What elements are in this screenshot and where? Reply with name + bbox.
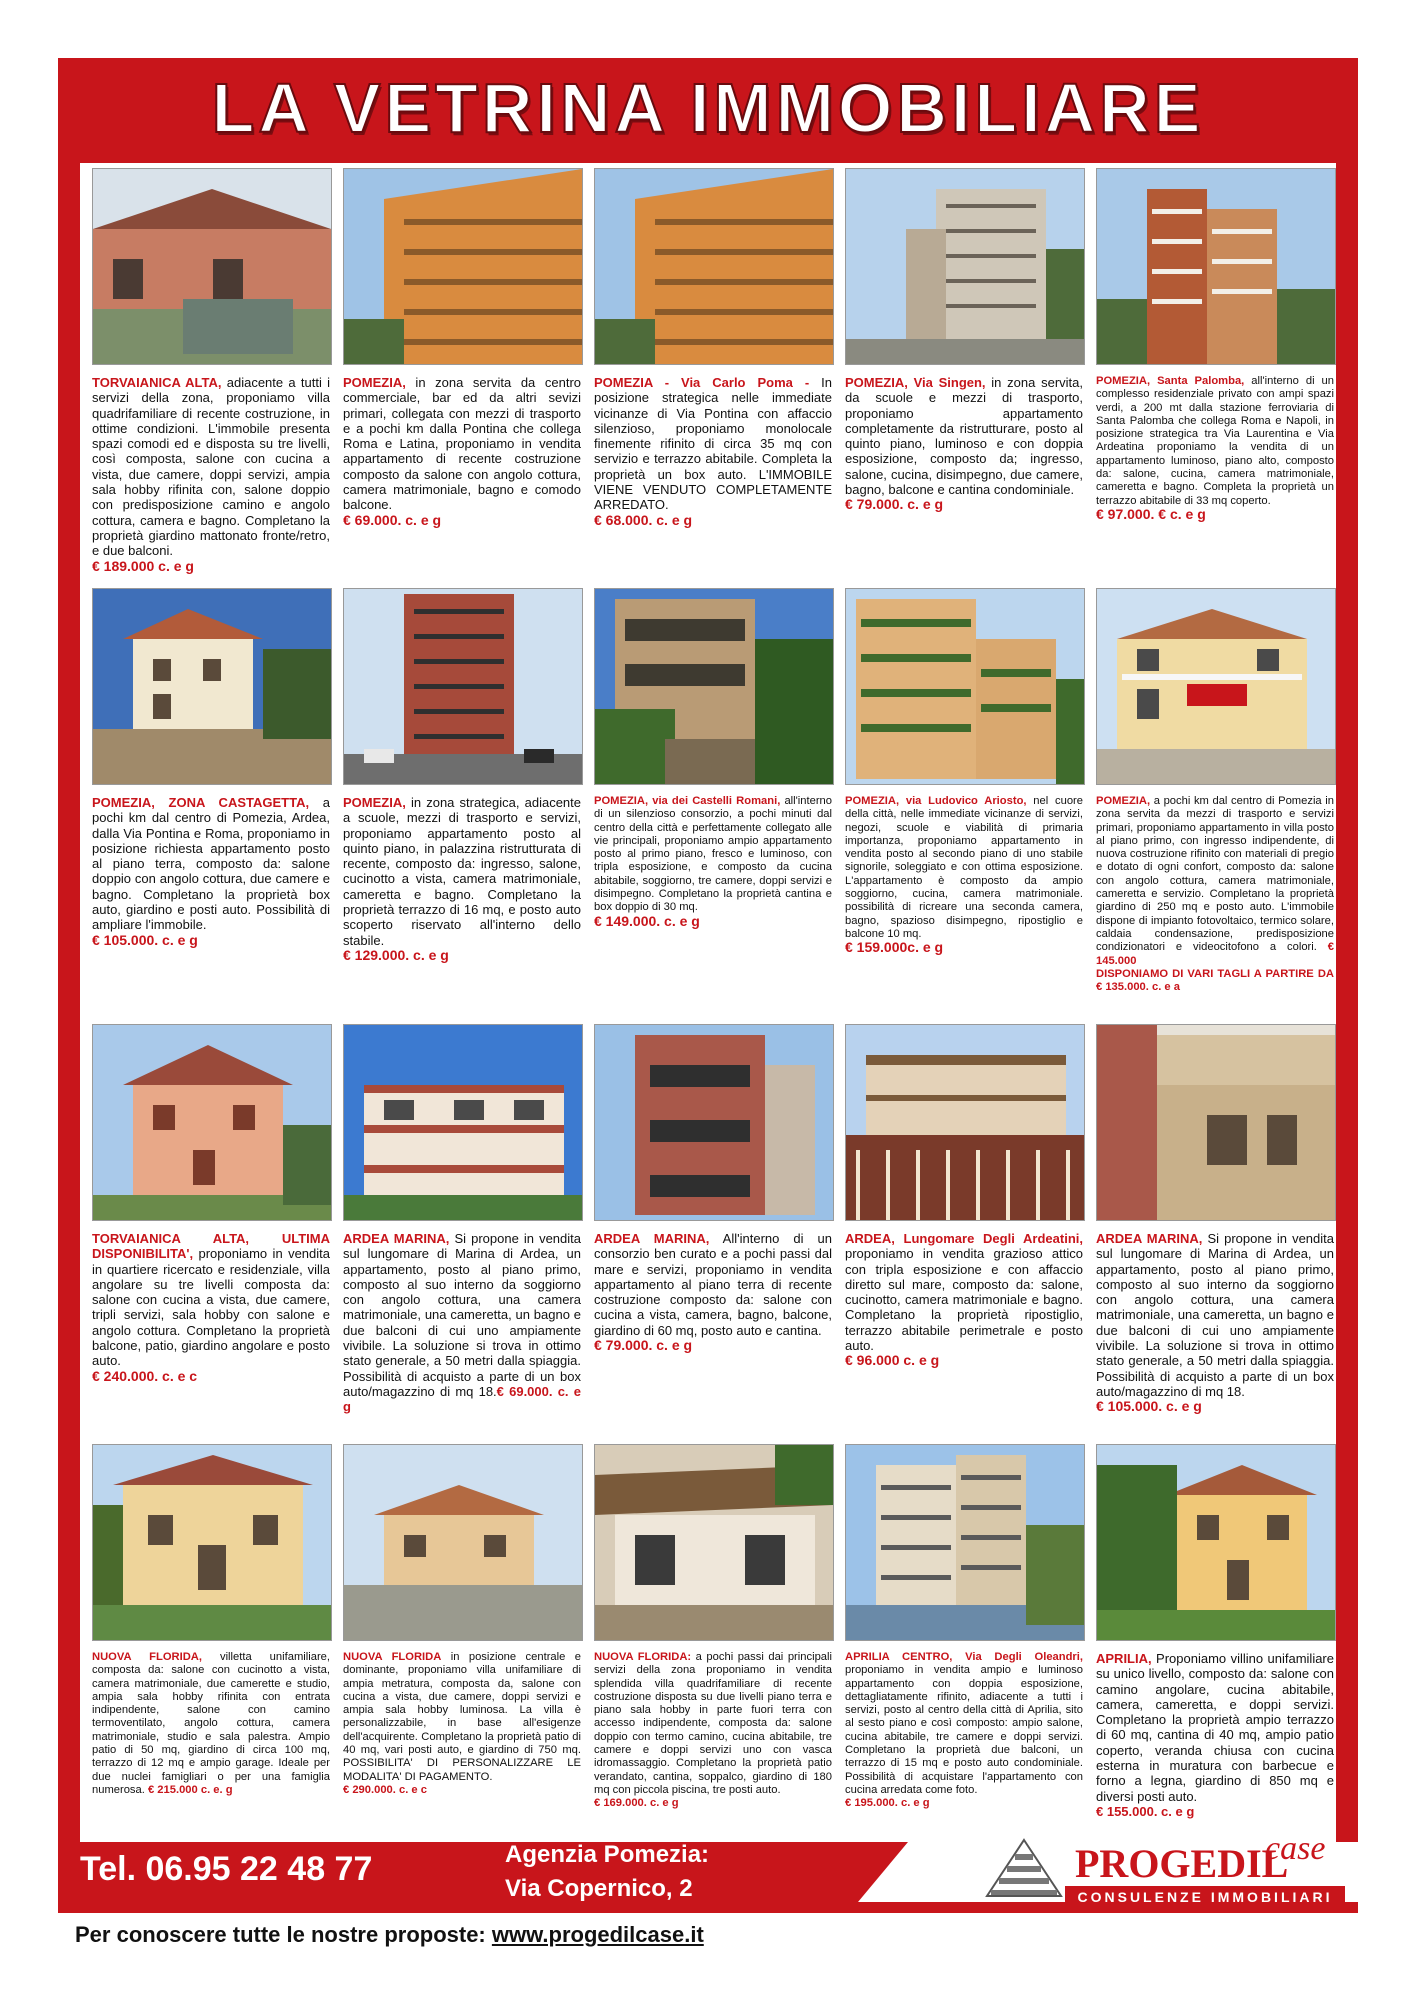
- listing-card[interactable]: [92, 168, 330, 574]
- listing-text: a pochi km dal centro di Pomezia in zona servita da mezzi di trasporto e servizi primari, proponiamo appartamento in villa posto al piano primo, con ingresso indipendente, di nuova costruzione rifinito con materiali di pregio e dotato di ogni confort, composto da: salone con angolo cottura, camera matrimoniale, cameretta e servizio. Completano la proprietà giardino di 250 mq e posto auto. L'immobile dispone di impianto fotovoltaico, termico solare, caldaia condensazione, predisposizione condizionatori e videocitofono a colori.: [1096, 795, 1334, 954]
- listing-photo: [1096, 1024, 1336, 1221]
- listing-photo: [343, 1024, 583, 1221]
- listing-location: TORVAIANICA ALTA, ULTIMA DISPONIBILITA',: [92, 1231, 330, 1262]
- listing-photo: [594, 1024, 834, 1221]
- listing-card[interactable]: [1096, 588, 1334, 994]
- listing-price: € 189.000 c. e g: [92, 557, 194, 574]
- listing-photo: [845, 588, 1085, 785]
- listing-photo: [845, 168, 1085, 365]
- listing-location: POMEZIA, ZONA CASTAGETTA,: [92, 795, 310, 810]
- listing-photo: [343, 168, 583, 365]
- listing-text: in zona servita da centro commerciale, bar ed da altri sevizi primari, collegata con mezzi di trasporto e a pochi km dalla Pontina che collega Roma e Latina, proponiamo in vendita appartamento di recente costruzione composto da salone con angolo cottura, camera matrimoniale, bagno e comodo balcone.: [343, 375, 581, 513]
- listing-card[interactable]: [845, 588, 1083, 957]
- listing-location: POMEZIA, via dei Castelli Romani,: [594, 795, 781, 807]
- listing-location: POMEZIA,: [343, 795, 406, 810]
- listing-text: Proponiamo villino unifamiliare su unico livello, composto da: salone con camino angolare, cucina abitabile, camera, cameretta, e doppi servizi. Completano la proprietà ampio terrazzo di 60 mq, cantina di 40 mq, ampio patio coperto, veranda chiusa con cucina esterna in muratura con barbecue e forno a legna, giardino di 850 mq e diversi posti auto.: [1096, 1651, 1334, 1804]
- listing-location: POMEZIA,: [343, 375, 406, 390]
- listing-photo: [1096, 1444, 1336, 1641]
- listing-location: POMEZIA,: [1096, 795, 1151, 807]
- listing-photo: [92, 588, 332, 785]
- listing-price: € 69.000. c. e g: [343, 1383, 581, 1415]
- listing-text: All'interno di un consorzio ben curato e a pochi passi dal mare e servizi, proponiamo in vendita appartamento al piano terra di recente costruzione composto da: salone con cucina a vista, camera, bagno, balcone, giardino di 60 mq, posto auto e cantina.: [594, 1231, 832, 1338]
- listing-price: € 97.000. € c. e g: [1096, 505, 1206, 522]
- listing-price: € 195.000. c. e g: [845, 1797, 930, 1810]
- listing-price: € 105.000. c. e g: [1096, 1398, 1202, 1415]
- listing-text: villetta unifamiliare, composta da: salone con cucinotto a vista, camera matrimoniale, due camerette e studio, ampia sala hobby rifinita con entrata indipendente, salone con camino termoventilato, angolo cottura, camera matrimoniale, studio e sala palestra. Ampio patio di 50 mq, giardino di circa 100 mq, terrazzo di 12 mq e ampio garage. Ideale per due nuclei famigliari o per una famiglia numerosa.: [92, 1651, 330, 1796]
- brand-tagline: CONSULENZE IMMOBILIARI: [1065, 1886, 1345, 1908]
- listing-text: Si propone in vendita sul lungomare di Marina di Ardea, un appartamento, posto al piano primo, composto al suo interno da soggiorno con angolo cottura, una camera matrimoniale, una cameretta, un bagno e due balconi di cui uno ampiamente vivibile. La soluzione si trova in ottimo stato generale, a 50 metri dalla spiaggia. Possibilità di acquisto a parte di un box auto/magazzino di mq 18.: [1096, 1231, 1334, 1399]
- listing-location: NUOVA FLORIDA,: [92, 1651, 202, 1663]
- listing-photo: [92, 1024, 332, 1221]
- listing-price: € 169.000. c. e g: [594, 1797, 679, 1810]
- listing-card[interactable]: [343, 588, 581, 963]
- listing-text: proponiamo in vendita in quartiere ricercato e residenziale, villa angolare su tre livelli composta da: salone con cucina a vista, due camere, tripli servizi, sala hobby con salone e angolo cottura. Completano la proprietà balcone, patio, giardino angolare e posto auto.: [92, 1246, 330, 1369]
- listing-card[interactable]: [845, 1444, 1083, 1811]
- listing-location: APRILIA,: [1096, 1651, 1152, 1666]
- listing-location: NUOVA FLORIDA:: [594, 1651, 692, 1663]
- listing-photo: [594, 1444, 834, 1641]
- listing-location: POMEZIA, Santa Palomba,: [1096, 375, 1245, 387]
- listing-photo: [1096, 588, 1336, 785]
- listing-price-extra: DISPONIAMO DI VARI TAGLI A PARTIRE DA € 135.000. c. e a: [1096, 967, 1334, 994]
- page-title: LA VETRINA IMMOBILIARE: [211, 69, 1205, 147]
- agency-line-1: Agenzia Pomezia:: [505, 1841, 710, 1868]
- listing-photo: [343, 588, 583, 785]
- listing-photo: [845, 1444, 1085, 1641]
- listing-price: € 69.000. c. e g: [343, 511, 442, 528]
- agency-line-2: Via Copernico, 2: [505, 1875, 693, 1902]
- listing-card[interactable]: [343, 168, 581, 528]
- listing-photo: [92, 168, 332, 365]
- listing-price: € 149.000. c. e g: [594, 912, 700, 929]
- listing-price: € 215.000 c. e. g: [147, 1783, 233, 1796]
- listing-text: in posizione centrale e dominante, proponiamo villa unifamiliare di ampia metratura, composta da, salone con cucina a vista, due camere, doppi servizi e ampia sala hobby luminosa. La villa è personalizzabile, in base all'esigenze dell'acquirente. Completano la proprietà patio di 40 mq, vari posti auto, e giardino di 750 mq. POSSIBILITA' DI PERSONALIZZARE LE MODALITA' DI PAGAMENTO.: [343, 1651, 581, 1783]
- phone-number[interactable]: Tel. 06.95 22 48 77: [80, 1850, 373, 1888]
- listing-price: € 79.000. c. e g: [594, 1337, 693, 1354]
- website-prefix: Per conoscere tutte le nostre proposte:: [75, 1922, 492, 1947]
- listing-photo: [343, 1444, 583, 1641]
- listing-photo: [92, 1444, 332, 1641]
- pyramid-logo-icon: [985, 1838, 1063, 1898]
- listing-text: all'interno di un silenzioso consorzio, a pochi minuti dal centro della città e perfettamente collegato alle vie principali, proponiamo ampio appartamento posto al primo piano, fresco e luminoso, con tripla esposizione, e composto da cucina abitabile, soggiorno, tre camere, doppi servizi e disimpegno. Completano la proprietà cantina e box doppio di 30 mq.: [594, 795, 832, 914]
- listing-location: ARDEA MARINA,: [594, 1231, 710, 1246]
- brand-logo-name: PROGEDIL: [1075, 1841, 1289, 1886]
- listing-price: € 68.000. c. e g: [594, 511, 693, 528]
- listing-location: POMEZIA, via Ludovico Ariosto,: [845, 795, 1027, 807]
- listing-price: € 290.000. c. e c: [343, 1783, 427, 1796]
- listing-price: € 96.000 c. e g: [845, 1352, 940, 1369]
- listing-card[interactable]: [845, 1024, 1083, 1369]
- listing-price: € 240.000. c. e c: [92, 1367, 198, 1384]
- listing-location: ARDEA MARINA,: [343, 1231, 450, 1246]
- listing-card[interactable]: [1096, 168, 1334, 523]
- listing-price: € 105.000. c. e g: [92, 931, 198, 948]
- listing-text: a pochi passi dai principali servizi della zona proponiamo in vendita splendida villa quadrifamiliare di recente costruzione disposta su due livelli piano terra e piano sala hobby in parte fuori terra con accesso indipendente, composta da: salone doppio con termo camino, cucina abitabile, tre camere e doppi servizi uno con vasca idromassaggio. Completano la proprietà patio verandato, cantina, soppalco, giardino di 180 mq con piccola piscina, tre posti auto.: [594, 1651, 832, 1796]
- listing-text: proponiamo in vendita grazioso attico con tripla esposizione e con affaccio diretto sul mare, composto da: salone, cucinotto, camera matrimoniale e bagno. Completano la proprietà ripostiglio, terrazzo abitabile perimetrale e posto auto.: [845, 1246, 1083, 1354]
- listing-card[interactable]: [594, 1444, 832, 1811]
- listing-photo: [845, 1024, 1085, 1221]
- listing-text: in zona servita, da scuole e mezzi di trasporto, proponiamo appartamento completamente da ristrutturare, posto al quinto piano, luminoso e con doppia esposizione, composto da; ingresso, salone, cucina, disimpegno, due camere, bagno, balcone e cantina condominiale.: [845, 375, 1083, 498]
- listing-location: ARDEA, Lungomare Degli Ardeatini,: [845, 1231, 1083, 1246]
- listing-card[interactable]: [92, 1024, 330, 1384]
- listing-text: a pochi km dal centro di Pomezia, Ardea, dalla Via Pontina e Roma, proponiamo in posizione richiesta appartamento posto al piano terra, composto da: salone doppio con angolo cottura, due camere e bagno. Completano la proprietà box auto, giardino e posti auto. Possibilità di ampliare l'immobile.: [92, 795, 330, 933]
- listing-price: € 129.000. c. e g: [343, 946, 449, 963]
- listing-card[interactable]: [594, 588, 832, 930]
- listing-price: € 145.000: [1096, 941, 1334, 967]
- listing-text: proponiamo in vendita ampio e luminoso appartamento con doppia esposizione, dettagliatamente rifinito, adiacente a tutti i servizi, posto al centro della città di Aprilia, sito al sesto piano e così composto: ampio salone, cucina abitabile, tre camere e doppi servizi. Completano la proprietà due balconi, un terrazzo di 15 mq e posto auto condominiale. Possibilità di acquistare l'appartamento con cucina arredata come foto.: [845, 1664, 1083, 1796]
- website-line: [75, 1922, 704, 1948]
- listing-card[interactable]: [594, 168, 832, 528]
- listing-card[interactable]: [92, 588, 330, 948]
- listing-card[interactable]: [845, 168, 1083, 513]
- listing-location: ARDEA MARINA,: [1096, 1231, 1203, 1246]
- listing-card[interactable]: [92, 1444, 330, 1797]
- listing-price: € 159.000c. e g: [845, 939, 944, 956]
- listing-location: NUOVA FLORIDA: [343, 1651, 442, 1663]
- listing-card[interactable]: [343, 1024, 581, 1415]
- listing-price: € 155.000. c. e g: [1096, 1803, 1195, 1819]
- listing-photo: [1096, 168, 1336, 365]
- listing-location: POMEZIA - Via Carlo Poma -: [594, 375, 810, 390]
- agency-address: [505, 1838, 709, 1906]
- brand-logo-case: case: [1265, 1830, 1326, 1867]
- listing-text: all'interno di un complesso residenziale privato con ampi spazi verdi, a 200 mt dalla stazione ferroviaria di Santa Palomba che collega Roma e Napoli, in posizione strategica tra Via Laurentina e Via Ardeatina proponiamo la vendita di un appartamento luminoso, piano alto, composto da: salone, cucina, camera matrimoniale, cameretta e bagno. Completa la proprietà un terrazzo abitabile di 33 mq coperto.: [1096, 375, 1334, 507]
- listing-card[interactable]: [594, 1024, 832, 1353]
- listing-text: In posizione strategica nelle immediate vicinanze di Via Pontina con affaccio silenzioso, proponiamo monolocale finemente rifinito di circa 35 mq con servizio e terrazzo abitabile. Completa la proprietà un box auto. L'IMMOBILE VIENE VENDUTO COMPLETAMENTE ARREDATO.: [594, 375, 832, 513]
- listing-card[interactable]: [1096, 1444, 1334, 1819]
- listing-photo: [594, 588, 834, 785]
- website-link[interactable]: www.progedilcase.it: [491, 1922, 704, 1947]
- listing-price: € 79.000. c. e g: [845, 496, 944, 513]
- listing-text: Si propone in vendita sul lungomare di Marina di Ardea, un appartamento, posto al piano primo, composto al suo interno da soggiorno con angolo cottura, una camera matrimoniale, una cameretta, un bagno e due balconi di cui uno ampiamente vivibile. La soluzione si trova in ottimo stato generale, a 50 metri dalla spiaggia. Possibilità di acquisto a parte di un box auto/magazzino di mq 18.: [343, 1231, 581, 1399]
- listing-location: POMEZIA, Via Singen,: [845, 375, 986, 390]
- listing-location: APRILIA CENTRO, Via Degli Oleandri,: [845, 1651, 1083, 1663]
- listing-card[interactable]: [343, 1444, 581, 1797]
- listing-photo: [594, 168, 834, 365]
- listing-location: TORVAIANICA ALTA,: [92, 375, 222, 390]
- listing-text: adiacente a tutti i servizi della zona, proponiamo villa quadrifamiliare di recente costruzione, in ottime condizioni. L'immobile presenta spazi comodi ed e disposta su tre livelli, così composta, salone con cucina a vista, due camere, doppi servizi, ampia sala hobby rifinita con, salone doppio con predisposizione camino e angolo cottura, camera e bagno. Completano la proprietà giardino mattonato fronte/retro, e due balconi.: [92, 375, 330, 559]
- listing-card[interactable]: [1096, 1024, 1334, 1415]
- listing-text: nel cuore della città, nelle immediate vicinanze di servizi, negozi, scuole e viabilità di primaria importanza, proponiamo appartamento in vendita posto al secondo piano di uno stabile signorile, soleggiato e con ottima esposizione. L'appartamento è composto da ampio soggiorno, cucina, camera matrimoniale. possibilità di ricreare una seconda camera, bagno, spazioso disimpegno, ripostiglio e balcone 10 mq.: [845, 795, 1083, 940]
- listing-text: in zona strategica, adiacente a scuole, mezzi di trasporto e servizi, proponiamo appartamento posto al quinto piano, in palazzina ristrutturata di recente, composto da: ingresso, salone, cucinotto a vista, camera matrimoniale, cameretta e bagno. Completano la proprietà terrazzo di 16 mq, e posto auto scoperto riservato all'interno dello stabile.: [343, 795, 581, 948]
